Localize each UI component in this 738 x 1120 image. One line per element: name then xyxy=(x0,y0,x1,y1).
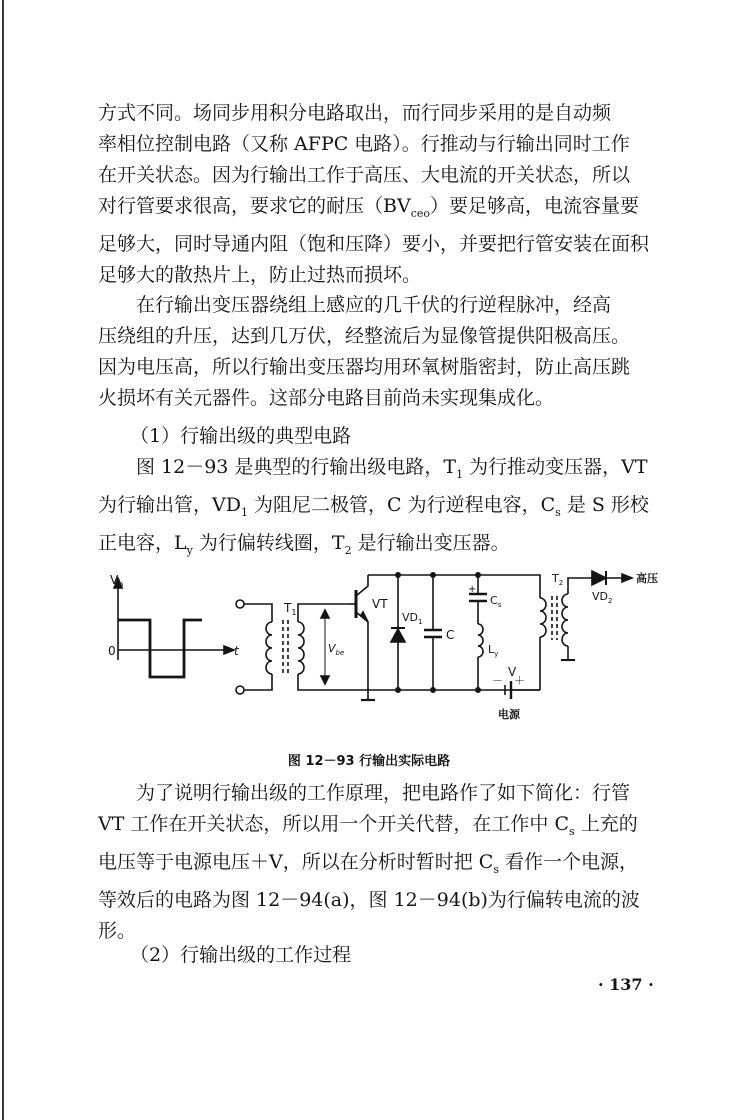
vb-label: $V_b$ xyxy=(110,573,124,589)
text-line xyxy=(98,847,686,885)
paragraph-1 xyxy=(98,98,686,291)
text-line: 在开关状态。因为行输出工作于高压、大电流的开关状态，所以 xyxy=(98,164,631,186)
text-segment: 为行推动变压器，VT xyxy=(463,456,648,478)
vbe-arrow-icon xyxy=(321,610,329,618)
square-wave-signal xyxy=(118,620,202,677)
vbe-arrow-icon xyxy=(321,676,329,684)
origin-label: 0 xyxy=(108,644,116,658)
vt-emitter-arrow-icon xyxy=(361,612,368,622)
text-segment: 正电容，L xyxy=(98,531,187,554)
page-number: · 137 · xyxy=(598,975,654,994)
paragraph-2 xyxy=(98,290,686,414)
wire-t2-primary-top xyxy=(478,575,540,598)
text-segment: 是 S 形校 xyxy=(560,493,649,516)
wire-input-top xyxy=(244,604,272,622)
wire-input-bottom xyxy=(244,674,272,690)
text-line: 火损坏有关元器件。这部分电路目前尚未实现集成化。 xyxy=(98,387,555,409)
paragraph-3 xyxy=(98,452,686,565)
input-terminal-bottom xyxy=(236,686,244,694)
vd1-diode-icon xyxy=(391,629,405,642)
subscript: 1 xyxy=(456,467,464,481)
t1-primary-coil xyxy=(266,622,272,674)
text-segment: 为行输出管，VD xyxy=(98,493,241,516)
text-segment: 图 12－93 是典型的行输出级电路，T xyxy=(136,456,457,478)
text-line: 足够大的散热片上，防止过热而损坏。 xyxy=(98,263,422,286)
ly-label: $L_y$ xyxy=(488,643,499,658)
text-segment: 看作一个电源， xyxy=(498,850,639,873)
power-supply-label: 电源 xyxy=(498,708,520,721)
text-segment: 电压等于电源电压＋V，所以在分析时暂时把 C xyxy=(98,850,494,873)
text-segment: 是行输出变压器。 xyxy=(351,531,510,554)
text-line: 形。 xyxy=(98,919,137,942)
text-segment: 为行偏转线圈，T xyxy=(192,531,345,554)
section-heading-2: （2）行输出级的工作过程 xyxy=(130,944,352,966)
subscript: s xyxy=(493,862,499,876)
t1-label: $T_1$ xyxy=(284,601,297,617)
text-segment: VT 工作在开关状态，所以用一个开关代替，在工作中 C xyxy=(98,813,570,835)
text-line xyxy=(98,490,686,528)
vd2-diode-icon xyxy=(592,571,606,585)
vd1-label: $VD_1$ xyxy=(402,611,423,626)
text-line: 因为电压高，所以行输出变压器均用环氧树脂密封，防止高压跳 xyxy=(98,356,631,378)
text-line: 在行输出变压器绕组上感应的几千伏的行逆程脉冲，经高 xyxy=(136,294,612,316)
text-line xyxy=(98,809,686,847)
page-left-edge xyxy=(2,0,4,1120)
vd2-label: $VD_2$ xyxy=(592,590,613,605)
supply-voltage-label: V xyxy=(508,665,517,679)
subscript: y xyxy=(186,543,193,557)
figure-caption: 图 12－93 行输出实际电路 xyxy=(287,754,451,769)
text-line xyxy=(98,452,686,490)
text-line: 压绕组的升压，达到几万伏，经整流后为显像管提供阳极高压。 xyxy=(98,325,631,347)
subscript: s xyxy=(569,824,575,838)
vt-collector-lead xyxy=(356,575,368,596)
t2-primary-coil xyxy=(540,598,546,637)
subscript: s xyxy=(555,505,561,519)
wire-to-vd2 xyxy=(568,578,592,594)
input-terminal-top xyxy=(236,600,244,608)
vt-emitter-lead xyxy=(356,612,368,690)
t2-secondary-coil xyxy=(562,594,568,646)
high-voltage-label: 高压 xyxy=(636,572,658,585)
text-segment: ）要足够高，电流容量要 xyxy=(429,195,639,217)
text-line: 为了说明行输出级的工作原理，把电路作了如下简化：行管 xyxy=(136,782,631,804)
text-line: 率相位控制电路（又称 AFPC 电路）。行推动与行输出同时工作 xyxy=(98,133,630,155)
paragraph-4 xyxy=(98,778,686,947)
t1-secondary-coil xyxy=(298,622,304,674)
text-segment: 对行管要求很高，要求它的耐压（BV xyxy=(98,195,411,217)
battery-plus-label: ＋ xyxy=(514,674,525,687)
text-line: 方式不同。场同步用积分电路取出，而行同步采用的是自动频 xyxy=(98,102,612,124)
text-line xyxy=(98,191,686,229)
vt-label: VT xyxy=(372,597,388,611)
text-line: 足够大，同时导通内阻（饱和压降）要小，并要把行管安装在面积 xyxy=(98,232,650,255)
text-segment: 上充的 xyxy=(574,813,638,835)
t2-label: $T_2$ xyxy=(552,572,564,587)
text-segment: 为阻尼二极管，C 为行逆程电容，C xyxy=(247,493,556,516)
vbe-label: $V_{be}$ xyxy=(328,642,345,657)
battery-minus-label: － xyxy=(492,674,503,687)
t-axis-label: t xyxy=(234,644,239,658)
section-heading-1: （1）行输出级的典型电路 xyxy=(130,425,352,447)
wire-t1-secondary-bottom xyxy=(298,674,368,690)
text-line: 等效后的电路为图 12－94(a)，图 12－94(b)为行偏转电流的波 xyxy=(98,888,640,911)
x-axis-arrow-icon xyxy=(224,646,234,654)
subscript: 1 xyxy=(240,505,248,519)
ly-deflection-coil xyxy=(478,624,483,657)
subscript: 2 xyxy=(344,543,352,557)
c-label: C xyxy=(446,628,455,642)
hv-arrow-icon xyxy=(622,574,632,582)
subscript: ceo xyxy=(410,206,430,220)
cs-polarity-label: + xyxy=(468,584,477,595)
horizontal-output-circuit-figure xyxy=(100,560,680,725)
cs-label: $C_s$ xyxy=(490,594,502,609)
